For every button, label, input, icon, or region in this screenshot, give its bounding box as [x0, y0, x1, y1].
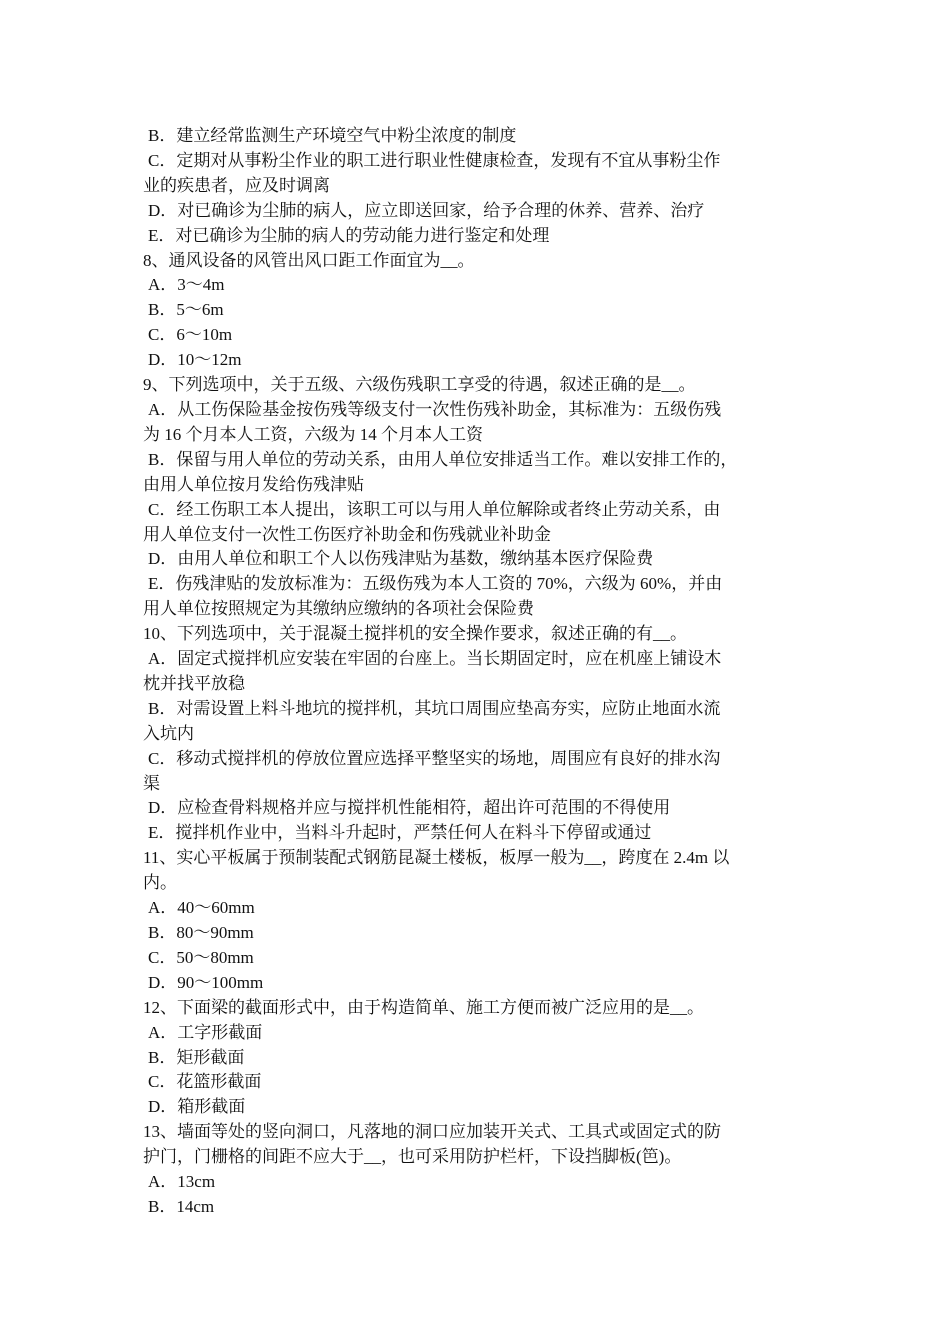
option-line: B．5～6m: [148, 300, 224, 320]
option-line: B．建立经常监测生产环境空气中粉尘浓度的制度: [148, 126, 517, 145]
text-line: 为 16 个月本人工资，六级为 14 个月本人工资: [143, 424, 483, 444]
option-line: A．13cm: [148, 1172, 216, 1192]
option-line: A．40～60mm: [148, 898, 255, 918]
question-line: 12、下面梁的截面形式中，由于构造简单、施工方便而被广泛应用的是__。: [143, 997, 704, 1017]
text-line: 渠: [143, 773, 160, 793]
option-line: C．50～80mm: [148, 947, 254, 967]
option-line: C．移动式搅拌机的停放位置应选择平整坚实的场地，周围应有良好的排水沟: [148, 748, 721, 768]
option-line: C．经工伤职工本人提出，该职工可以与用人单位解除或者终止劳动关系，由: [148, 499, 721, 519]
option-line: D．90～100mm: [148, 972, 264, 992]
option-line: E．伤残津贴的发放标准为：五级伤残为本人工资的 70%，六级为 60%，并由: [148, 574, 723, 594]
text-line: 业的疾患者，应及时调离: [143, 175, 330, 195]
option-line: D．应检查骨料规格并应与搅拌机性能相符，超出许可范围的不得使用: [148, 798, 671, 818]
option-line: C．定期对从事粉尘作业的职工进行职业性健康检查，发现有不宜从事粉尘作: [148, 150, 721, 170]
option-line: B．矩形截面: [148, 1047, 245, 1067]
option-line: B．对需设置上料斗地坑的搅拌机，其坑口周围应垫高夯实，应防止地面水流: [148, 698, 721, 718]
option-line: E．对已确诊为尘肺的病人的劳动能力进行鉴定和处理: [148, 225, 550, 245]
option-line: A．3～4m: [148, 275, 225, 295]
option-line: A．固定式搅拌机应安装在牢固的台座上。当长期固定时，应在机座上铺设木: [148, 649, 722, 669]
text-line: 由用人单位按月发给伤残津贴: [143, 474, 364, 494]
question-line: 10、下列选项中，关于混凝土搅拌机的安全操作要求，叙述正确的有__。: [143, 624, 687, 644]
text-line: 护门，门栅格的间距不应大于__，也可采用防护栏杆，下设挡脚板(笆)。: [143, 1147, 682, 1167]
option-line: D．10～12m: [148, 350, 242, 370]
option-line: B．80～90mm: [148, 923, 254, 942]
question-line: 13、墙面等处的竖向洞口，凡落地的洞口应加装开关式、工具式或固定式的防: [143, 1122, 721, 1142]
text-line: 内。: [143, 873, 177, 893]
option-line: D．箱形截面: [148, 1097, 246, 1117]
option-line: C．6～10m: [148, 325, 233, 345]
option-line: D．由用人单位和职工个人以伤残津贴为基数，缴纳基本医疗保险费: [148, 549, 654, 569]
text-line: 入坑内: [143, 723, 194, 743]
question-line: 11、实心平板属于预制装配式钢筋昆凝土楼板，板厚一般为__，跨度在 2.4m 以: [143, 848, 730, 868]
option-line: E．搅拌机作业中，当料斗升起时，严禁任何人在料斗下停留或通过: [148, 823, 652, 843]
option-line: B．保留与用人单位的劳动关系，由用人单位安排适当工作。难以安排工作的，: [148, 449, 738, 469]
text-line: 用人单位支付一次性工伤医疗补助金和伤残就业补助金: [143, 524, 551, 544]
text-line: 用人单位按照规定为其缴纳应缴纳的各项社会保险费: [143, 599, 534, 619]
option-line: C．花篮形截面: [148, 1072, 262, 1092]
option-line: D．对已确诊为尘肺的病人，应立即送回家，给予合理的休养、营养、治疗: [148, 200, 705, 220]
document-body: [143, 124, 823, 1220]
question-line: 8、通风设备的风管出风口距工作面宜为__。: [143, 250, 475, 270]
option-line: A．从工伤保险基金按伤残等级支付一次性伤残补助金，其标准为：五级伤残: [148, 399, 722, 419]
text-line: 枕并找平放稳: [143, 673, 245, 693]
option-line: A．工字形截面: [148, 1022, 263, 1042]
option-line: B．14cm: [148, 1196, 215, 1216]
question-line: 9、下列选项中，关于五级、六级伤残职工享受的待遇，叙述正确的是__。: [143, 375, 696, 395]
